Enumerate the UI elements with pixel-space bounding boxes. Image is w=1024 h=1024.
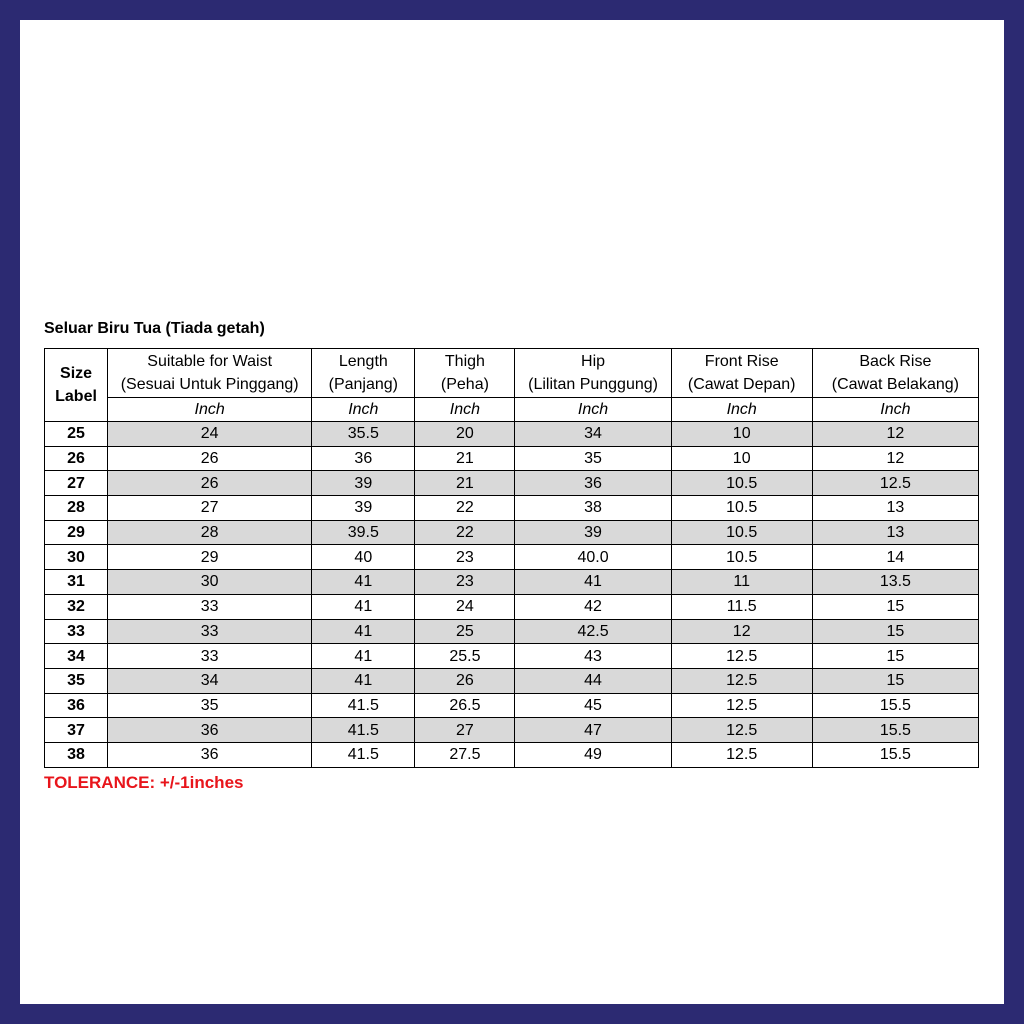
size-cell: 30 xyxy=(45,545,108,570)
waist-cell: 29 xyxy=(108,545,312,570)
back-rise-cell: 15 xyxy=(812,668,978,693)
back-rise-cell: 12.5 xyxy=(812,471,978,496)
thigh-cell: 21 xyxy=(415,446,515,471)
table-body xyxy=(45,422,979,768)
hip-cell: 41 xyxy=(515,570,671,595)
front-rise-cell: 10.5 xyxy=(671,520,812,545)
table-row xyxy=(45,520,979,545)
size-header-line2: Label xyxy=(55,388,97,405)
thigh-header-ms: (Peha) xyxy=(440,376,489,393)
table-row xyxy=(45,446,979,471)
back-rise-cell: 15.5 xyxy=(812,742,978,767)
waist-cell: 34 xyxy=(108,668,312,693)
back-rise-cell: 13 xyxy=(812,496,978,521)
size-cell: 27 xyxy=(45,471,108,496)
hip-header-ms: (Lilitan Punggung) xyxy=(528,376,658,393)
hip-header xyxy=(515,349,671,398)
hip-unit: Inch xyxy=(515,398,671,422)
back-rise-cell: 14 xyxy=(812,545,978,570)
hip-cell: 38 xyxy=(515,496,671,521)
waist-cell: 33 xyxy=(108,619,312,644)
front-rise-cell: 10.5 xyxy=(671,496,812,521)
length-cell: 41 xyxy=(312,619,415,644)
back-rise-cell: 15 xyxy=(812,644,978,669)
length-cell: 41 xyxy=(312,644,415,669)
thigh-cell: 24 xyxy=(415,594,515,619)
length-cell: 41.5 xyxy=(312,742,415,767)
waist-cell: 26 xyxy=(108,446,312,471)
waist-header xyxy=(108,349,312,398)
thigh-cell: 23 xyxy=(415,570,515,595)
front-rise-cell: 10 xyxy=(671,422,812,447)
waist-cell: 24 xyxy=(108,422,312,447)
size-cell: 25 xyxy=(45,422,108,447)
size-cell: 28 xyxy=(45,496,108,521)
length-cell: 41 xyxy=(312,668,415,693)
thigh-cell: 26.5 xyxy=(415,693,515,718)
back-rise-unit: Inch xyxy=(812,398,978,422)
thigh-unit: Inch xyxy=(415,398,515,422)
table-row xyxy=(45,742,979,767)
thigh-header-en: Thigh xyxy=(444,353,485,370)
front-rise-cell: 12.5 xyxy=(671,742,812,767)
front-rise-unit: Inch xyxy=(671,398,812,422)
table-row xyxy=(45,668,979,693)
size-label-header xyxy=(45,349,108,422)
size-cell: 33 xyxy=(45,619,108,644)
thigh-cell: 22 xyxy=(415,496,515,521)
length-cell: 41.5 xyxy=(312,693,415,718)
back-rise-cell: 12 xyxy=(812,446,978,471)
waist-header-ms: (Sesuai Untuk Pinggang) xyxy=(120,376,299,393)
table-row xyxy=(45,545,979,570)
hip-cell: 36 xyxy=(515,471,671,496)
hip-cell: 40.0 xyxy=(515,545,671,570)
size-chart-table xyxy=(44,348,979,768)
front-rise-header-ms: (Cawat Depan) xyxy=(687,376,796,393)
length-cell: 36 xyxy=(312,446,415,471)
length-header-ms: (Panjang) xyxy=(328,376,398,393)
back-rise-cell: 15.5 xyxy=(812,693,978,718)
size-cell: 26 xyxy=(45,446,108,471)
waist-cell: 36 xyxy=(108,742,312,767)
size-cell: 31 xyxy=(45,570,108,595)
waist-cell: 33 xyxy=(108,594,312,619)
table-row xyxy=(45,644,979,669)
length-cell: 39 xyxy=(312,471,415,496)
size-cell: 38 xyxy=(45,742,108,767)
hip-cell: 45 xyxy=(515,693,671,718)
size-header-line1: Size xyxy=(60,365,93,382)
size-cell: 29 xyxy=(45,520,108,545)
table-row xyxy=(45,422,979,447)
waist-cell: 35 xyxy=(108,693,312,718)
front-rise-cell: 10 xyxy=(671,446,812,471)
size-cell: 37 xyxy=(45,718,108,743)
front-rise-cell: 12.5 xyxy=(671,693,812,718)
back-rise-cell: 15 xyxy=(812,594,978,619)
hip-cell: 43 xyxy=(515,644,671,669)
length-cell: 39 xyxy=(312,496,415,521)
front-rise-cell: 11 xyxy=(671,570,812,595)
hip-cell: 34 xyxy=(515,422,671,447)
size-cell: 36 xyxy=(45,693,108,718)
front-rise-cell: 12.5 xyxy=(671,718,812,743)
hip-cell: 42.5 xyxy=(515,619,671,644)
waist-header-en: Suitable for Waist xyxy=(147,353,273,370)
tolerance-note: TOLERANCE: +/-1inches xyxy=(44,773,244,792)
back-rise-cell: 15 xyxy=(812,619,978,644)
size-cell: 32 xyxy=(45,594,108,619)
hip-cell: 39 xyxy=(515,520,671,545)
back-rise-cell: 13 xyxy=(812,520,978,545)
waist-cell: 33 xyxy=(108,644,312,669)
table-row xyxy=(45,594,979,619)
thigh-cell: 26 xyxy=(415,668,515,693)
back-rise-header-ms: (Cawat Belakang) xyxy=(831,376,959,393)
hip-cell: 44 xyxy=(515,668,671,693)
waist-cell: 36 xyxy=(108,718,312,743)
length-header-en: Length xyxy=(338,353,388,370)
front-rise-cell: 12 xyxy=(671,619,812,644)
front-rise-header xyxy=(671,349,812,398)
waist-cell: 26 xyxy=(108,471,312,496)
hip-cell: 42 xyxy=(515,594,671,619)
hip-header-en: Hip xyxy=(581,353,606,370)
thigh-cell: 27.5 xyxy=(415,742,515,767)
length-cell: 39.5 xyxy=(312,520,415,545)
back-rise-header-en: Back Rise xyxy=(859,353,932,370)
length-cell: 41 xyxy=(312,570,415,595)
waist-cell: 30 xyxy=(108,570,312,595)
length-header xyxy=(312,349,415,398)
thigh-cell: 20 xyxy=(415,422,515,447)
hip-cell: 49 xyxy=(515,742,671,767)
thigh-cell: 21 xyxy=(415,471,515,496)
table-row xyxy=(45,496,979,521)
hip-cell: 35 xyxy=(515,446,671,471)
waist-unit: Inch xyxy=(108,398,312,422)
thigh-cell: 25.5 xyxy=(415,644,515,669)
table-row xyxy=(45,570,979,595)
size-cell: 35 xyxy=(45,668,108,693)
front-rise-cell: 10.5 xyxy=(671,545,812,570)
table-row xyxy=(45,471,979,496)
header-row xyxy=(45,349,979,398)
thigh-cell: 23 xyxy=(415,545,515,570)
thigh-cell: 22 xyxy=(415,520,515,545)
back-rise-cell: 15.5 xyxy=(812,718,978,743)
back-rise-cell: 13.5 xyxy=(812,570,978,595)
unit-row xyxy=(45,398,979,422)
table-row xyxy=(45,693,979,718)
length-unit: Inch xyxy=(312,398,415,422)
waist-cell: 28 xyxy=(108,520,312,545)
back-rise-cell: 12 xyxy=(812,422,978,447)
front-rise-cell: 12.5 xyxy=(671,644,812,669)
length-cell: 41.5 xyxy=(312,718,415,743)
table-title: Seluar Biru Tua (Tiada getah) xyxy=(44,320,265,337)
hip-cell: 47 xyxy=(515,718,671,743)
front-rise-cell: 10.5 xyxy=(671,471,812,496)
length-cell: 41 xyxy=(312,594,415,619)
table-row xyxy=(45,718,979,743)
front-rise-header-en: Front Rise xyxy=(704,353,779,370)
length-cell: 35.5 xyxy=(312,422,415,447)
waist-cell: 27 xyxy=(108,496,312,521)
thigh-header xyxy=(415,349,515,398)
table-row xyxy=(45,619,979,644)
thigh-cell: 27 xyxy=(415,718,515,743)
size-cell: 34 xyxy=(45,644,108,669)
back-rise-header xyxy=(812,349,978,398)
length-cell: 40 xyxy=(312,545,415,570)
front-rise-cell: 11.5 xyxy=(671,594,812,619)
front-rise-cell: 12.5 xyxy=(671,668,812,693)
thigh-cell: 25 xyxy=(415,619,515,644)
